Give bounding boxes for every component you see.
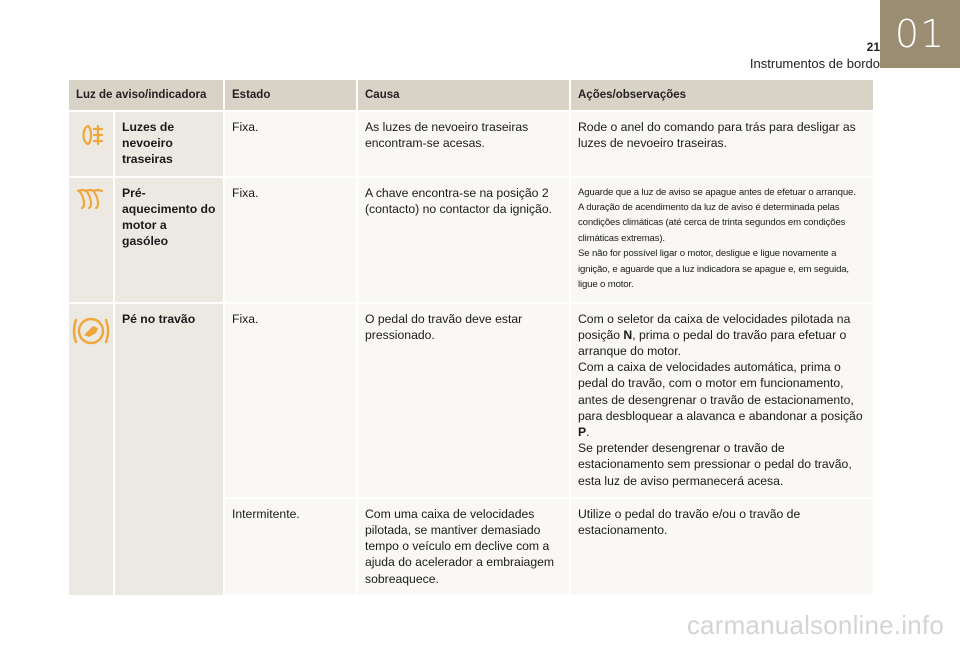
chapter-number: 01	[894, 12, 946, 56]
action-cell: Utilize o pedal do travão e/ou o travão de estacionamento.	[571, 497, 873, 595]
icon-cell	[69, 302, 115, 595]
action-cell: Rode o anel do comando para trás para desligar as luzes de nevoeiro traseiras.	[571, 110, 873, 176]
chapter-tab	[880, 0, 960, 68]
column-header-action: Ações/observações	[571, 80, 873, 110]
action-paragraph: Se pretender desengrenar o travão de estacionamento sem pressionar o pedal do travão, esta luz de aviso permanecerá acesa.	[578, 441, 852, 488]
action-text: .	[586, 425, 590, 440]
action-paragraph	[578, 359, 866, 440]
light-name: Pé no travão	[115, 302, 225, 595]
state-cell: Fixa.	[225, 176, 358, 302]
column-header-state: Estado	[225, 80, 358, 110]
section-title: Instrumentos de bordo	[749, 56, 880, 71]
gear-position-p: P	[578, 425, 587, 440]
cause-cell: Com uma caixa de velocidades pilotada, se mantiver demasiado tempo o veículo em declive com a ajuda do acelerador a embraiagem sobreaquece.	[358, 497, 571, 595]
table-row	[69, 176, 873, 302]
action-line: Aguarde que a luz de aviso se apague antes de efetuar o arranque.	[578, 186, 856, 198]
state-cell: Fixa.	[225, 110, 358, 176]
action-paragraph	[578, 311, 866, 360]
table-row	[69, 110, 873, 176]
action-text: Com o seletor da caixa de velocidades pilotada na posição	[578, 311, 851, 342]
table-header-row	[69, 80, 873, 110]
cause-cell: A chave encontra-se na posição 2 (contacto) no contactor da ignição.	[358, 176, 571, 302]
column-header-light: Luz de aviso/indicadora	[69, 80, 225, 110]
watermark: carmanualsonline.info	[686, 610, 944, 640]
cause-cell: O pedal do travão deve estar pressionado.	[358, 302, 571, 497]
page-number: 21	[866, 40, 880, 54]
state-cell: Fixa.	[225, 302, 358, 497]
light-name: Luzes de nevoeiro traseiras	[115, 110, 225, 176]
action-text: , prima o pedal do travão para efetuar o arranque do motor.	[578, 327, 847, 359]
icon-cell	[69, 110, 115, 176]
cause-cell: As luzes de nevoeiro traseiras encontram-se acesas.	[358, 110, 571, 176]
column-header-cause: Causa	[358, 80, 571, 110]
diesel-preheat-icon	[76, 199, 106, 213]
foot-on-brake-icon	[71, 337, 111, 351]
warning-lights-table	[69, 80, 873, 595]
gear-position-n: N	[623, 327, 633, 342]
light-name: Pré-aquecimento do motor a gasóleo	[115, 176, 225, 302]
action-line: A duração de acendimento da luz de aviso é determinada pelas condições climáticas (até cerca de trinta segundos em condições climáticas extremas).	[578, 202, 846, 244]
table-row	[69, 302, 873, 497]
state-cell: Intermitente.	[225, 497, 358, 595]
action-cell	[571, 302, 873, 497]
action-cell	[571, 176, 873, 302]
icon-cell	[69, 176, 115, 302]
rear-fog-light-icon	[77, 137, 105, 151]
action-line: Se não for possível ligar o motor, desligue e ligue novamente a ignição, e aguarde que a luz indicadora se apague e, em seguida, ligue o motor.	[578, 248, 849, 291]
action-text: Com a caixa de velocidades automática, prima o pedal do travão, com o motor em funcionamento, antes de desengrenar o travão de estacionamento, para desbloquear a alavanca e abandonar a posição	[578, 360, 863, 423]
